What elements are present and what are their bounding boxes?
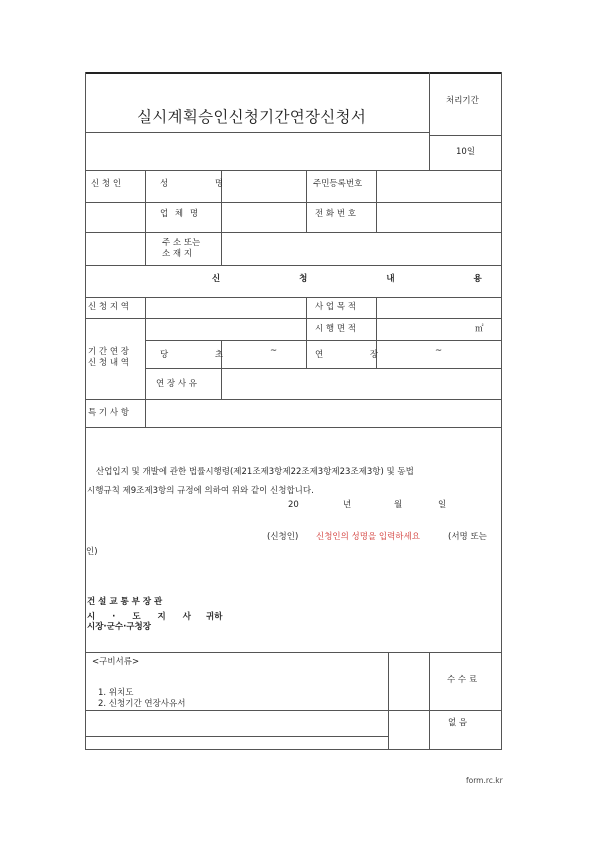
row-line xyxy=(85,265,502,266)
fee-value: 없 음 xyxy=(448,718,468,728)
recipient-governor: 시 · 도 지 사 xyxy=(87,612,198,622)
extended-period-value[interactable]: ~ xyxy=(435,346,443,356)
purpose-field[interactable] xyxy=(377,298,501,318)
fee-label: 수 수 료 xyxy=(447,675,478,685)
date-day-label: 일 xyxy=(438,500,447,510)
row-line xyxy=(85,710,502,711)
date-month-label: 월 xyxy=(394,500,403,510)
processing-period-value: 10일 xyxy=(456,147,476,157)
name-label: 성 명 xyxy=(160,179,246,189)
signature-placeholder[interactable]: 신청인의 성명을 입력하세요 xyxy=(316,532,420,542)
recipient-honorific: 귀하 xyxy=(206,612,223,622)
address-label-line2: 소 재 지 xyxy=(162,249,193,259)
row-line xyxy=(85,318,502,319)
col-line xyxy=(429,652,430,750)
col-line xyxy=(306,170,307,232)
reason-label: 연 장 사 유 xyxy=(156,379,197,389)
extension-label-line2: 신 청 내 역 xyxy=(88,358,129,368)
remarks-field[interactable] xyxy=(146,400,501,426)
row-line xyxy=(85,427,502,428)
phone-label: 전 화 번 호 xyxy=(315,209,356,219)
document-item: 1. 위치도 xyxy=(98,688,134,698)
row-line xyxy=(85,652,502,653)
site-area-unit: ㎡ xyxy=(475,324,484,334)
name-field[interactable] xyxy=(222,171,290,199)
applicant-section-label: 신 청 인 xyxy=(91,179,122,189)
border-left xyxy=(85,72,86,750)
extended-label: 연 장 xyxy=(315,350,401,360)
period-column-divider xyxy=(429,72,430,170)
signature-suffix: (서명 또는 xyxy=(448,532,487,542)
border-top xyxy=(85,72,502,74)
company-field[interactable] xyxy=(222,203,290,230)
address-field[interactable] xyxy=(222,233,501,264)
statement-line2: 시행규칙 제9조제3항의 규정에 의하여 위와 같이 신청합니다. xyxy=(87,486,314,496)
row-line xyxy=(85,736,388,737)
title-divider xyxy=(85,132,429,133)
site-area-label: 시 행 면 적 xyxy=(315,324,356,334)
form-title: 실시계획승인신청기간연장신청서 xyxy=(137,108,367,126)
address-label-line1: 주 소 또는 xyxy=(162,238,201,248)
signature-suffix-continued: 인) xyxy=(86,547,98,557)
footer-site-name: form.rc.kr xyxy=(466,776,503,785)
border-bottom xyxy=(85,749,502,750)
statement-line1: 산업입지 및 개발에 관한 법률시행령(제21조제3항제22조제3항제23조제3항) 및 동법 xyxy=(96,467,414,477)
id-number-field[interactable] xyxy=(377,171,501,199)
col-line xyxy=(306,340,307,368)
initial-label: 당 초 xyxy=(160,350,246,360)
company-label: 업 체 명 xyxy=(160,209,201,219)
row-line xyxy=(145,368,502,369)
initial-period-value[interactable]: ~ xyxy=(270,346,278,356)
reason-field[interactable] xyxy=(222,370,501,397)
period-divider xyxy=(429,135,502,136)
phone-field[interactable] xyxy=(377,203,501,230)
documents-header: <구비서류> xyxy=(92,657,140,667)
purpose-label: 사 업 목 적 xyxy=(315,302,356,312)
extension-label-line1: 기 간 연 장 xyxy=(88,347,129,357)
area-label: 신 청 지 역 xyxy=(88,302,129,312)
request-content-header: 신 청 내 용 xyxy=(212,274,520,284)
col-line xyxy=(145,170,146,265)
col-line xyxy=(306,297,307,340)
remarks-label: 특 기 사 항 xyxy=(88,408,129,418)
row-line xyxy=(145,340,502,341)
date-year-label: 년 xyxy=(343,500,352,510)
recipient-mayor: 시장·군수·구청장 xyxy=(87,622,151,632)
document-item: 2. 신청기간 연장사유서 xyxy=(98,699,186,709)
id-number-label: 주민등록번호 xyxy=(313,179,363,189)
signature-prefix: (신청인) xyxy=(267,532,299,542)
recipient-minister: 건 설 교 통 부 장 관 xyxy=(87,597,163,607)
area-field[interactable] xyxy=(146,298,306,318)
processing-period-label: 처리기간 xyxy=(446,96,479,106)
col-line xyxy=(388,652,389,750)
border-right xyxy=(501,72,502,750)
date-year[interactable]: 20 xyxy=(288,500,299,510)
